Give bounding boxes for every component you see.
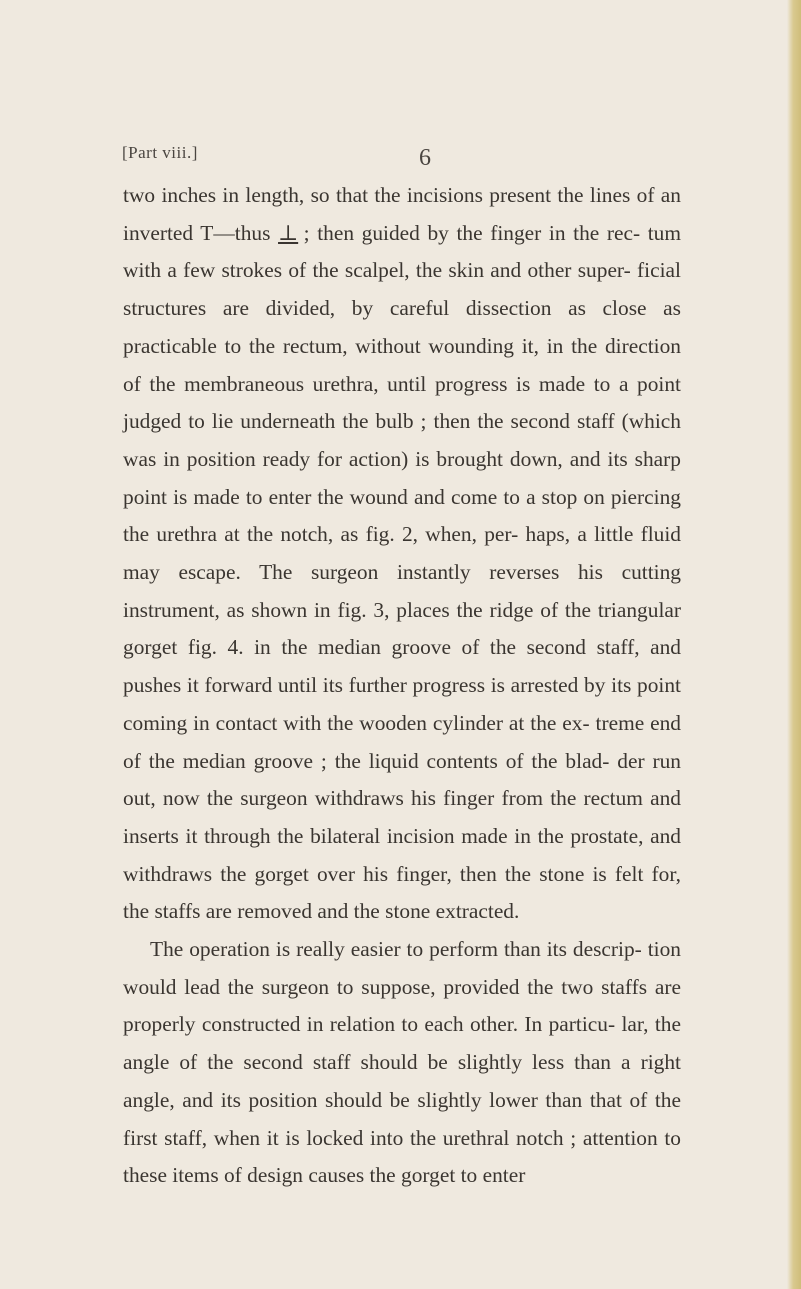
- paragraph-1-text-end: ; then guided by the finger in the rec- tum with a few strokes of the scalpel, the skin and other super- ficial structures are divided, by careful dissection as close as practicable to the rectum, without wounding it, in the direction of the membraneous urethra, until progress is made to a point judged to lie underneath the bulb ; then the second staff (which was in position ready for action) is brought down, and its sharp point is made to enter the wound and come to a stop on piercing the urethra at the notch, as fig. 2, when, per- haps, a little fluid may escape. The surgeon instantly reverses his cutting instrument, as shown in fig. 3, places the ridge of the triangular gorget fig. 4. in the median groove of the second staff, and pushes it forward until its further progress is arrested by its point coming in contact with the wooden cylinder at the ex- treme end of the median groove ; the liquid contents of the blad- der run out, now the surgeon withdraws his finger from the rectum and inserts it through the bilateral incision made in the prostate, and withdraws the gorget over his finger, then the stone is felt for, the staffs are removed and the stone extracted.: [123, 220, 681, 924]
- paragraph-2: The operation is really easier to perform than its descrip- tion would lead the surgeon to suppose, provided the two staffs are properly constructed in relation to each other. In particu- lar, the angle of the second staff should be slightly less than a right angle, and its position should be slightly lower than that of the first staff, when it is locked into the urethral notch ; attention to these items of design causes the gorget to enter: [123, 937, 681, 1188]
- paragraph-1-text-start: two inches in length, so that the incisions present the lines of an inverted T—thus: [123, 183, 681, 245]
- page-edge-discoloration: [787, 0, 801, 1289]
- part-label: [Part viii.]: [122, 143, 198, 162]
- page-number: 6: [419, 145, 431, 171]
- inverted-t-symbol: ⊥: [278, 220, 299, 245]
- paragraph-1: [123, 177, 681, 931]
- body-text: [123, 177, 681, 1195]
